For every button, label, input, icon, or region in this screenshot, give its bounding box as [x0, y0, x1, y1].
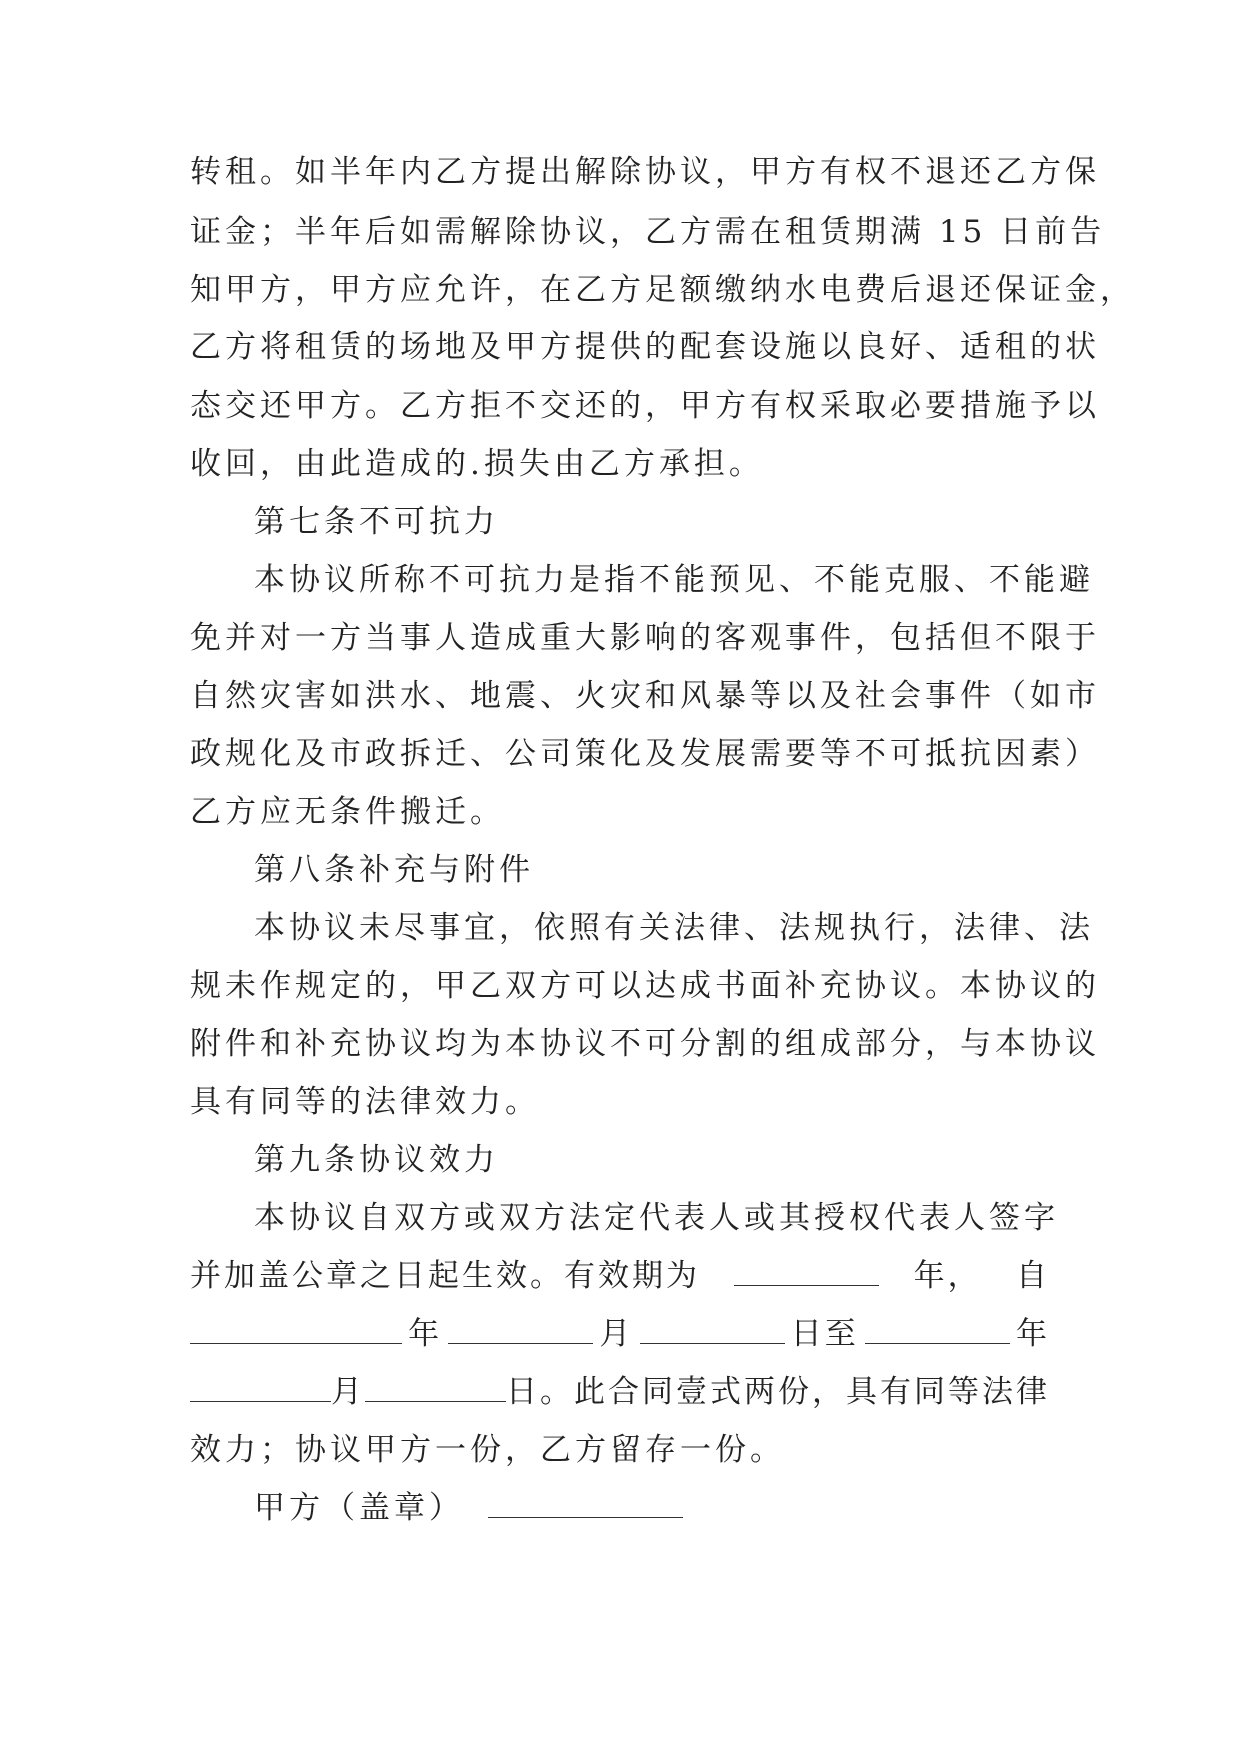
article-heading: 第八条补充与附件	[254, 852, 534, 888]
blank-start-year	[190, 1313, 402, 1344]
paragraph-text: 年	[408, 1316, 443, 1352]
paragraph-line: 乙方应无条件搬迁。	[190, 794, 505, 830]
paragraph-text: 并加盖公章之日起生效。有效期为	[190, 1258, 700, 1294]
paragraph-line: 规未作规定的，甲乙双方可以达成书面补充协议。本协议的	[190, 968, 1100, 1004]
paragraph-line: 转租。如半年内乙方提出解除协议，甲方有权不退还乙方保	[190, 154, 1100, 190]
paragraph-line: 本协议自双方或双方法定代表人或其授权代表人签字	[254, 1200, 1059, 1236]
blank-start-day	[640, 1313, 785, 1344]
signature-label: 甲方（盖章）	[254, 1490, 464, 1526]
signature-blank	[488, 1487, 683, 1518]
paragraph-line: 本协议所称不可抗力是指不能预见、不能克服、不能避	[254, 562, 1094, 598]
validity-line	[190, 1254, 1050, 1298]
blank-end-year	[865, 1313, 1010, 1344]
paragraph-line: 态交还甲方。乙方拒不交还的，甲方有权采取必要措施予以	[190, 388, 1100, 424]
article-heading: 第九条协议效力	[254, 1142, 499, 1178]
paragraph-line: 乙方将租赁的场地及甲方提供的配套设施以良好、适租的状	[190, 329, 1100, 365]
paragraph-line: 附件和补充协议均为本协议不可分割的组成部分，与本协议	[190, 1026, 1100, 1062]
paragraph-line: 具有同等的法律效力。	[190, 1084, 540, 1120]
paragraph-line: 自然灾害如洪水、地震、火灾和风暴等以及社会事件（如市	[190, 678, 1100, 714]
article-heading: 第七条不可抗力	[254, 504, 499, 540]
blank-end-day	[365, 1371, 506, 1402]
signature-party-a	[254, 1486, 754, 1530]
paragraph-line: 政规化及市政拆迁、公司策化及发展需要等不可抵抗因素）	[190, 736, 1100, 772]
date-end-line	[190, 1370, 1050, 1414]
paragraph-line: 效力；协议甲方一份，乙方留存一份。	[190, 1432, 785, 1468]
paragraph-line: 证金；半年后如需解除协议，乙方需在租赁期满 15 日前告	[190, 214, 1106, 250]
paragraph-line: 本协议未尽事宜，依照有关法律、法规执行，法律、法	[254, 910, 1094, 946]
blank-end-month	[190, 1371, 331, 1402]
date-range-line	[190, 1312, 1050, 1356]
paragraph-text: 年，	[913, 1258, 982, 1294]
blank-validity-years	[734, 1255, 879, 1286]
paragraph-line: 收回，由此造成的.损失由乙方承担。	[190, 446, 764, 482]
paragraph-text: 日至	[790, 1316, 859, 1352]
paragraph-text: 自	[1015, 1258, 1050, 1294]
paragraph-text: 月	[599, 1316, 634, 1352]
blank-start-month	[448, 1313, 593, 1344]
paragraph-line: 知甲方，甲方应允许，在乙方足额缴纳水电费后退还保证金，	[190, 272, 1135, 308]
paragraph-line: 免并对一方当事人造成重大影响的客观事件，包括但不限于	[190, 620, 1100, 656]
paragraph-text: 日。此合同壹式两份，具有同等法律	[506, 1374, 1050, 1410]
paragraph-text: 年	[1015, 1316, 1050, 1352]
paragraph-text: 月	[331, 1374, 365, 1410]
